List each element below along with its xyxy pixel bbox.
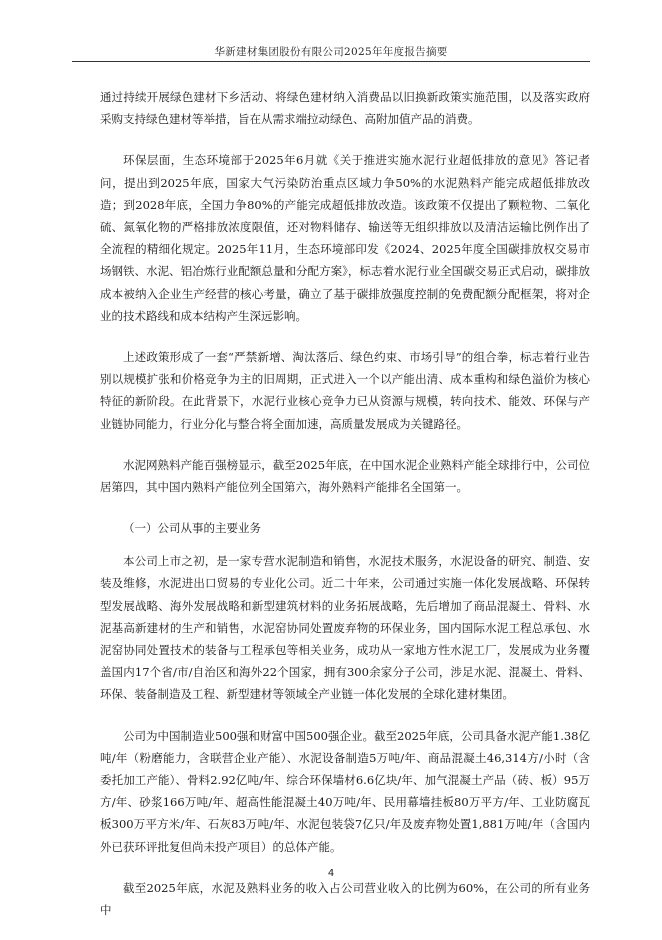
paragraph-cement-revenue-share: 截至2025年底，水泥及熟料业务的收入占公司营业收入的比例为60%，在公司的所有业务中 bbox=[100, 880, 590, 918]
paragraph-capacity-ranking: 水泥网熟料产能百强榜显示，截至2025年底，在中国水泥企业熟料产能全球排行中，公司位居第四，其中国内熟料产能位列全国第六，海外熟料产能排名全国第一。 bbox=[100, 457, 590, 495]
paragraph-policy-combination: 上述政策形成了一套“严禁新增、淘汰落后、绿色约束、市场引导”的组合拳，标志着行业告别以规模扩张和价格竞争为主的旧周期，正式进入一个以产能出清、成本重构和绿色溢价为核心特征的新阶段。在此背景下，水泥行业核心竞争力已从资源与规模，转向技术、能效、环保与产业链协同能力，行业分化与整合将全面加速，高质量发展成为关键路径。 bbox=[100, 350, 590, 431]
paragraph-capacity-summary: 公司为中国制造业500强和财富中国500强企业。截至2025年底，公司具备水泥产能1.38亿吨/年（粉磨能力，含联营企业产能）、水泥设备制造5万吨/年、商品混凝土46,314方/小时（含委托加工产能）、骨料2.92亿吨/年、综合环保墙材6.6亿块/年、加气混凝土产品（砖、板）95万方/年、砂浆166万吨/年、超高性能混凝土40万吨/年、民用幕墙挂板80万平方/年、工业防腐瓦板300万平方米/年、石灰83万吨/年、水泥包装袋7亿只/年及废弃物处置1,881万吨/年（含国内外已获环评批复但尚未投产项目）的总体产能。 bbox=[100, 728, 590, 854]
paragraph-environmental-policy: 环保层面，生态环境部于2025年6月就《关于推进实施水泥行业超低排放的意见》答记者问，提出到2025年底，国家大气污染防治重点区域力争50%的水泥熟料产能完成超低排放改造；到2028年底，全国力争80%的产能完成超低排放改造。该政策不仅提出了颗粒物、二氧化硫、氮氧化物的严格排放浓度限值，还对物料储存、输送等无组织排放以及清洁运输比例作出了全流程的精细化规定。2025年11月，生态环境部印发《2024、2025年度全国碳排放权交易市场钢铁、水泥、铝冶炼行业配额总量和分配方案》，标志着水泥行业全国碳交易正式启动，碳排放成本被纳入企业生产经营的核心考量，确立了基于碳排放强度控制的免费配额分配框架，将对企业的技术路线和成本结构产生深远影响。 bbox=[100, 153, 590, 323]
section-heading-main-business: （一）公司从事的主要业务 bbox=[123, 521, 261, 536]
header-divider bbox=[72, 61, 590, 62]
page-number: 4 bbox=[327, 868, 335, 879]
paragraph-green-building-demand: 通过持续开展绿色建材下乡活动、将绿色建材纳入消费品以旧换新政策实施范围，以及落实政府采购支持绿色建材等举措，旨在从需求端拉动绿色、高附加值产品的消费。 bbox=[100, 90, 590, 127]
report-header-title: 华新建材集团股份有限公司2025年年度报告摘要 bbox=[214, 46, 448, 58]
paragraph-company-history: 本公司上市之初，是一家专营水泥制造和销售，水泥技术服务，水泥设备的研究、制造、安装及维修，水泥进出口贸易的专业化公司。近二十年来，公司通过实施一体化发展战略、环保转型发展战略、海外发展战略和新型建筑材料的业务拓展战略，先后增加了商品混凝土、骨料、水泥基高新建材的生产和销售，水泥窑协同处置废弃物的环保业务，国内国际水泥工程总承包、水泥窑协同处置技术的装备与工程承包等相关业务，成功从一家地方性水泥工厂，发展成为业务覆盖国内17个省/市/自治区和海外22个国家，拥有300余家分子公司，涉足水泥、混凝土、骨料、环保、装备制造及工程、新型建材等领域全产业链一体化发展的全球化建材集团。 bbox=[100, 554, 590, 702]
page-body bbox=[100, 86, 590, 940]
